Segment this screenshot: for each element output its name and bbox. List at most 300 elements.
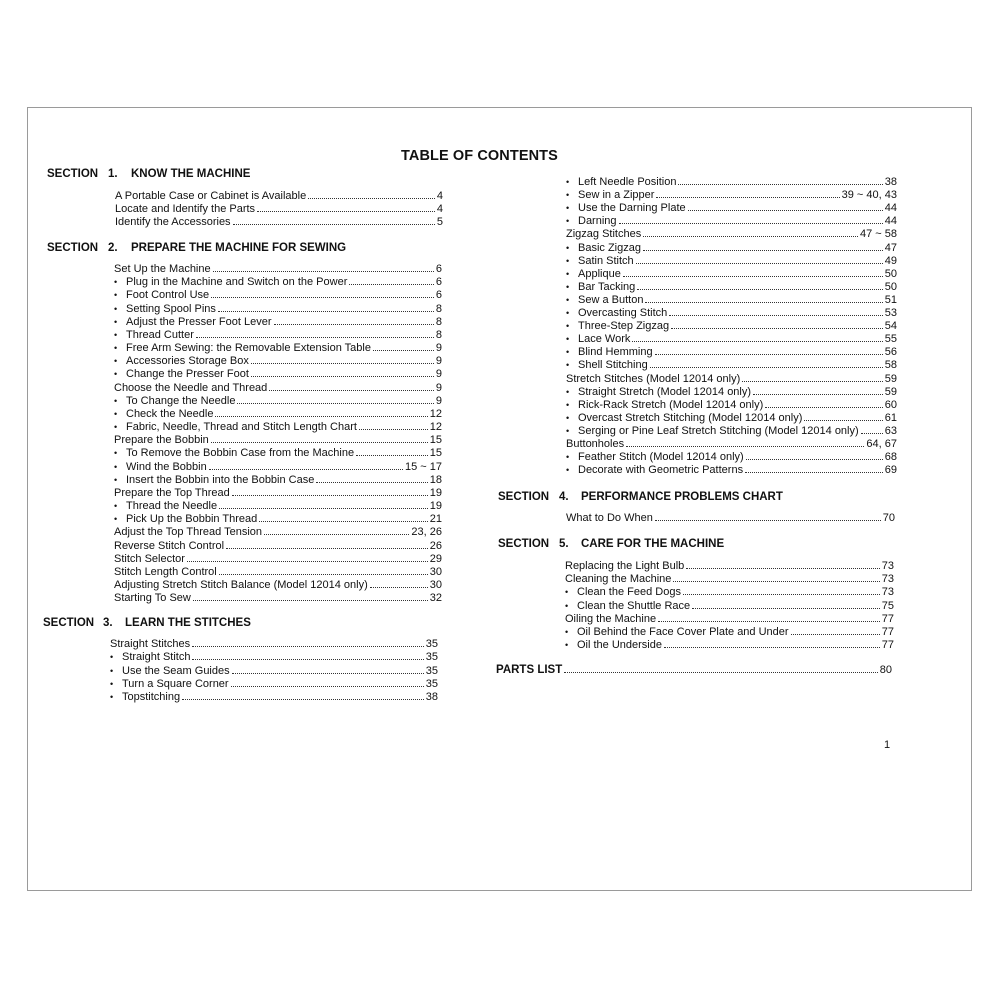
dot-leader (765, 407, 883, 408)
bullet-icon: • (566, 216, 570, 227)
bullet-icon: • (114, 514, 118, 525)
entry-title: Use the Darning Plate (578, 202, 686, 215)
toc-entry (566, 242, 897, 255)
bullet-icon: • (566, 281, 570, 292)
page-ref: 56 (884, 346, 897, 359)
page-ref: 30 (429, 579, 442, 592)
entry-title: Satin Stitch (578, 254, 634, 267)
bullet-icon: • (566, 203, 570, 214)
toc-entry (114, 461, 442, 474)
section-title: KNOW THE MACHINE (131, 168, 251, 180)
dot-leader (643, 236, 858, 237)
entry-title: Choose the Needle and Thread (114, 381, 268, 394)
page-ref: 50 (884, 280, 897, 293)
section-4-heading (498, 491, 783, 503)
toc-entry (566, 373, 897, 386)
page-ref: 19 (429, 500, 442, 513)
dot-leader (623, 276, 883, 277)
toc-entry (114, 289, 442, 302)
dot-leader (316, 482, 427, 483)
section-title: LEARN THE STITCHES (125, 617, 251, 629)
section-label: SECTION (47, 242, 99, 254)
dot-leader (683, 594, 880, 595)
entry-title: Oil the Underside (577, 639, 662, 652)
bullet-icon: • (566, 190, 570, 201)
entry-title: Sew in a Zipper (578, 189, 655, 202)
toc-entry (566, 512, 895, 525)
page-ref: 4 (436, 190, 443, 202)
toc-entry (566, 189, 897, 202)
bullet-icon: • (566, 425, 570, 436)
section-title: PREPARE THE MACHINE FOR SEWING (131, 242, 347, 254)
dot-leader (219, 574, 428, 575)
page-ref: 4 (436, 203, 443, 215)
toc-entry (566, 425, 897, 438)
bullet-icon: • (566, 334, 570, 345)
dot-leader (669, 315, 882, 316)
toc-entry (114, 342, 442, 355)
dot-leader (655, 354, 883, 355)
section-number: 2. (108, 242, 118, 254)
page-ref: 35 (425, 651, 438, 664)
page-ref: 73 (881, 573, 894, 586)
entry-title: Shell Stitching (578, 359, 648, 372)
dot-leader (269, 390, 434, 391)
bullet-icon: • (114, 422, 118, 433)
toc-entry (566, 176, 897, 189)
dot-leader (370, 587, 428, 588)
bullet-icon: • (114, 329, 118, 340)
toc-entry (566, 412, 897, 425)
section-label: SECTION (47, 168, 99, 180)
bullet-icon: • (566, 177, 570, 187)
toc-entry (566, 386, 897, 399)
toc-entry (114, 303, 442, 316)
dot-leader (349, 284, 434, 285)
dot-leader (373, 350, 434, 351)
page-ref: 9 (435, 368, 442, 381)
section-title: CARE FOR THE MACHINE (581, 538, 725, 550)
page-ref: 49 (884, 254, 897, 267)
entry-title: Overcasting Stitch (578, 307, 668, 319)
bullet-icon: • (565, 600, 569, 611)
section-number: 1. (108, 168, 118, 180)
toc-entry (565, 639, 894, 652)
toc-entry (114, 553, 442, 566)
dot-leader (226, 548, 428, 549)
dot-leader (673, 581, 879, 582)
bullet-icon: • (110, 652, 114, 663)
page-ref: 59 (884, 385, 897, 398)
toc-entry (114, 421, 442, 434)
toc-entry (566, 320, 897, 333)
page-ref: 35 (425, 638, 438, 650)
bullet-icon: • (566, 347, 570, 358)
entry-title: Overcast Stretch Stitching (Model 12014 only) (578, 411, 803, 424)
page-ref: 8 (435, 302, 442, 315)
page-ref: 18 (429, 473, 442, 486)
toc-entry (114, 263, 442, 276)
dot-leader (664, 647, 880, 648)
toc-entry (115, 216, 443, 229)
dot-leader (626, 446, 864, 447)
toc-entry (114, 316, 442, 329)
page-ref: 9 (435, 381, 442, 394)
toc-entry (566, 294, 897, 307)
bullet-icon: • (110, 678, 114, 689)
dot-leader (671, 328, 883, 329)
dot-leader (643, 250, 883, 251)
dot-leader (356, 455, 428, 456)
entry-title: Starting To Sew (114, 592, 191, 605)
page-ref: 44 (884, 202, 897, 215)
bullet-icon: • (114, 290, 118, 301)
bullet-icon: • (566, 360, 570, 371)
dot-leader (196, 337, 434, 338)
dot-leader (650, 367, 883, 368)
section-label: SECTION (498, 538, 550, 550)
toc-entry (114, 434, 442, 447)
toc-entry (114, 447, 442, 460)
page-ref: 58 (884, 359, 897, 372)
entry-title: To Remove the Bobbin Case from the Machine (126, 447, 355, 460)
dot-leader (264, 534, 409, 535)
dot-leader (233, 224, 435, 225)
bullet-icon: • (566, 294, 570, 305)
bullet-icon: • (566, 321, 570, 332)
page-ref: 70 (882, 512, 895, 524)
page-ref: 47 (884, 241, 897, 254)
dot-leader (655, 520, 881, 521)
section-1-heading (47, 168, 251, 180)
page-ref: 9 (435, 355, 442, 368)
dot-leader (632, 341, 882, 342)
entry-title: Prepare the Top Thread (114, 486, 230, 499)
dot-leader (692, 608, 880, 609)
toc-entry (565, 573, 894, 586)
dot-leader (742, 381, 882, 382)
bullet-icon: • (565, 587, 569, 598)
entry-title: Reverse Stitch Control (114, 539, 225, 552)
toc-entry (565, 600, 894, 613)
entry-title: Three-Step Zigzag (578, 320, 670, 333)
bullet-icon: • (566, 386, 570, 397)
page-ref: 73 (881, 586, 894, 599)
entry-title: Adjusting Stretch Stitch Balance (Model 12014 only) (114, 579, 368, 592)
page-ref: 35 (425, 677, 438, 690)
section-number: 5. (559, 538, 569, 550)
bullet-icon: • (114, 316, 118, 327)
page-ref: 39 ~ 40, 43 (841, 189, 897, 202)
bullet-icon: • (114, 303, 118, 314)
page-ref: 6 (435, 289, 442, 302)
entry-title: Clean the Shuttle Race (577, 599, 691, 612)
entry-title: Prepare the Bobbin (114, 434, 209, 447)
entry-title: Straight Stretch (Model 12014 only) (578, 385, 752, 398)
dot-leader (237, 403, 433, 404)
page-ref: 23, 26 (411, 526, 442, 539)
parts-list-heading: PARTS LIST (496, 664, 563, 676)
toc-entry (114, 408, 442, 421)
page-ref: 47 ~ 58 (859, 228, 897, 241)
parts-list-entry (496, 664, 892, 677)
bullet-icon: • (566, 465, 570, 476)
entry-title: Change the Presser Foot (126, 368, 249, 381)
page-ref: 54 (884, 320, 897, 333)
page-ref: 53 (884, 307, 897, 319)
dot-leader (656, 197, 839, 198)
page-ref: 32 (429, 592, 442, 605)
dot-leader (645, 302, 882, 303)
entry-title: Decorate with Geometric Patterns (578, 464, 744, 477)
page-ref: 51 (884, 293, 897, 306)
bullet-icon: • (114, 369, 118, 380)
toc-entry (565, 586, 894, 599)
section-3-heading (43, 617, 251, 629)
page-ref: 77 (881, 639, 894, 652)
bullet-icon: • (114, 501, 118, 512)
toc-entry (566, 268, 897, 281)
page-ref: 6 (435, 263, 442, 275)
bullet-icon: • (114, 277, 118, 288)
dot-leader (746, 459, 883, 460)
page-ref: 29 (429, 552, 442, 565)
entry-title: A Portable Case or Cabinet is Available (115, 190, 307, 202)
dot-leader (686, 568, 880, 569)
toc-entry (565, 560, 894, 573)
entry-title: Basic Zigzag (578, 241, 641, 254)
dot-leader (219, 508, 428, 509)
entry-title: Thread the Needle (126, 500, 218, 513)
entry-title: Adjust the Presser Foot Lever (126, 315, 272, 328)
toc-entry (566, 399, 897, 412)
page-ref: 6 (435, 276, 442, 289)
page-ref: 9 (435, 394, 442, 407)
dot-leader (218, 311, 434, 312)
dot-leader (861, 433, 883, 434)
bullet-icon: • (566, 255, 570, 266)
entry-title: Identify the Accessories (115, 216, 231, 228)
toc-entry (110, 678, 438, 691)
page-ref: 44 (884, 215, 897, 228)
entry-title: Sew a Button (578, 293, 644, 306)
page-ref: 73 (881, 560, 894, 572)
toc-entry (566, 281, 897, 294)
entry-title: Stitch Length Control (114, 565, 217, 578)
entry-title: Pick Up the Bobbin Thread (126, 513, 258, 526)
toc-entry (566, 215, 897, 228)
dot-leader (688, 210, 883, 211)
bullet-icon: • (114, 408, 118, 419)
dot-leader (359, 429, 428, 430)
dot-leader (211, 442, 428, 443)
entry-title: Fabric, Needle, Thread and Stitch Length Chart (126, 421, 357, 434)
page-ref: 12 (429, 421, 442, 434)
toc-entry (114, 329, 442, 342)
section-5-heading (498, 538, 725, 550)
dot-leader (791, 634, 880, 635)
page-ref: 35 (425, 664, 438, 677)
bullet-icon: • (566, 268, 570, 279)
entry-title: Left Needle Position (578, 176, 677, 188)
entry-title: Locate and Identify the Parts (115, 203, 256, 215)
bullet-icon: • (114, 395, 118, 406)
page-ref: 15 (429, 434, 442, 447)
entry-title: Replacing the Light Bulb (565, 560, 685, 572)
toc-entry (114, 368, 442, 381)
entry-title: Stitch Selector (114, 552, 185, 565)
entry-title: Clean the Feed Dogs (577, 586, 681, 599)
dot-leader (804, 420, 882, 421)
page-ref: 19 (429, 486, 442, 499)
bullet-icon: • (110, 692, 114, 703)
toc-entry (115, 190, 443, 203)
page-ref: 21 (429, 513, 442, 526)
dot-leader (187, 561, 428, 562)
page-title: TABLE OF CONTENTS (401, 148, 558, 164)
toc-entry (566, 464, 897, 477)
section-title: PERFORMANCE PROBLEMS CHART (581, 491, 783, 503)
entry-title: Adjust the Top Thread Tension (114, 526, 262, 539)
toc-entry (110, 651, 438, 664)
entry-title: Oiling the Machine (565, 612, 657, 625)
page-ref: 77 (881, 626, 894, 638)
bullet-icon: • (114, 461, 118, 472)
bullet-icon: • (566, 242, 570, 253)
page-ref: 26 (429, 539, 442, 552)
page-ref: 38 (425, 691, 438, 704)
entry-title: To Change the Needle (126, 394, 236, 407)
page-ref: 5 (436, 216, 443, 228)
toc-entry (114, 355, 442, 368)
entry-title: Use the Seam Guides (122, 664, 230, 677)
entry-title: Free Arm Sewing: the Removable Extension Table (126, 342, 371, 355)
entry-title: Zigzag Stitches (566, 228, 642, 241)
toc-entry (114, 276, 442, 289)
section-number: 3. (103, 617, 113, 629)
dot-leader (745, 472, 883, 473)
page-ref: 68 (884, 451, 897, 464)
dot-leader (637, 289, 882, 290)
entry-title: Topstitching (122, 691, 181, 704)
dot-leader (753, 394, 883, 395)
page-ref: 60 (884, 398, 897, 411)
dot-leader (192, 646, 424, 647)
toc-entry (566, 333, 897, 346)
page-ref: 8 (435, 328, 442, 341)
entry-title: Blind Hemming (578, 346, 653, 359)
bullet-icon: • (565, 640, 569, 651)
page-ref: 9 (435, 342, 442, 355)
toc-entry (110, 665, 438, 678)
toc-entry (565, 613, 894, 626)
entry-title: Wind the Bobbin (126, 460, 207, 473)
toc-entry (114, 382, 442, 395)
dot-leader (213, 271, 434, 272)
entry-title: Feather Stitch (Model 12014 only) (578, 451, 744, 464)
entry-title: Serging or Pine Leaf Stretch Stitching (Model 12014 only) (578, 424, 859, 437)
dot-leader (257, 211, 435, 212)
entry-title: Insert the Bobbin into the Bobbin Case (126, 473, 315, 486)
entry-title: Straight Stitch (122, 651, 191, 664)
page-ref: 30 (429, 565, 442, 578)
bullet-icon: • (114, 474, 118, 485)
toc-entry (114, 487, 442, 500)
toc-entry (566, 307, 897, 320)
dot-leader (232, 673, 424, 674)
dot-leader (259, 521, 427, 522)
toc-entry (114, 500, 442, 513)
toc-entry (565, 626, 894, 639)
toc-entry (114, 579, 442, 592)
page-ref: 75 (881, 599, 894, 612)
entry-title: Buttonholes (566, 438, 625, 450)
section-2-heading (47, 242, 347, 254)
dot-leader (308, 198, 435, 199)
entry-title: What to Do When (566, 512, 653, 524)
bullet-icon: • (110, 665, 114, 676)
entry-title: Rick-Rack Stretch (Model 12014 only) (578, 398, 764, 411)
toc-entry (566, 438, 897, 451)
bullet-icon: • (114, 448, 118, 459)
page-ref: 80 (879, 664, 892, 676)
entry-title: Cleaning the Machine (565, 573, 672, 586)
page-ref: 69 (884, 464, 897, 477)
toc-entry (566, 255, 897, 268)
page-ref: 63 (884, 424, 897, 437)
entry-title: Check the Needle (126, 407, 214, 420)
dot-leader (193, 600, 428, 601)
bullet-icon: • (566, 452, 570, 463)
entry-title: Bar Tacking (578, 280, 636, 293)
toc-entry (114, 592, 442, 605)
bullet-icon: • (114, 356, 118, 367)
entry-title: Darning (578, 215, 617, 228)
toc-entry (110, 691, 438, 704)
entry-title: Turn a Square Corner (122, 677, 229, 690)
toc-entry (566, 202, 897, 215)
page-number: 1 (884, 739, 891, 751)
dot-leader (232, 495, 428, 496)
bullet-icon: • (566, 412, 570, 423)
bullet-icon: • (565, 627, 569, 637)
bullet-icon: • (566, 399, 570, 410)
entry-title: Lace Work (578, 333, 631, 346)
dot-leader (182, 699, 424, 700)
dot-leader (564, 672, 878, 673)
section-label: SECTION (498, 491, 550, 503)
dot-leader (215, 416, 427, 417)
dot-leader (274, 324, 434, 325)
page-ref: 12 (429, 407, 442, 420)
entry-title: Straight Stitches (110, 638, 191, 650)
toc-entry (566, 228, 897, 241)
toc-entry (114, 526, 442, 539)
dot-leader (251, 376, 434, 377)
dot-leader (231, 686, 424, 687)
page-ref: 61 (884, 411, 897, 424)
page-ref: 77 (881, 612, 894, 625)
entry-title: Applique (578, 267, 621, 280)
entry-title: Plug in the Machine and Switch on the Power (126, 276, 348, 289)
page-ref: 50 (884, 267, 897, 280)
dot-leader (209, 469, 403, 470)
toc-entry (115, 203, 443, 216)
dot-leader (678, 184, 882, 185)
toc-entry (110, 638, 438, 651)
page-ref: 8 (435, 315, 442, 328)
entry-title: Oil Behind the Face Cover Plate and Under (577, 626, 789, 638)
